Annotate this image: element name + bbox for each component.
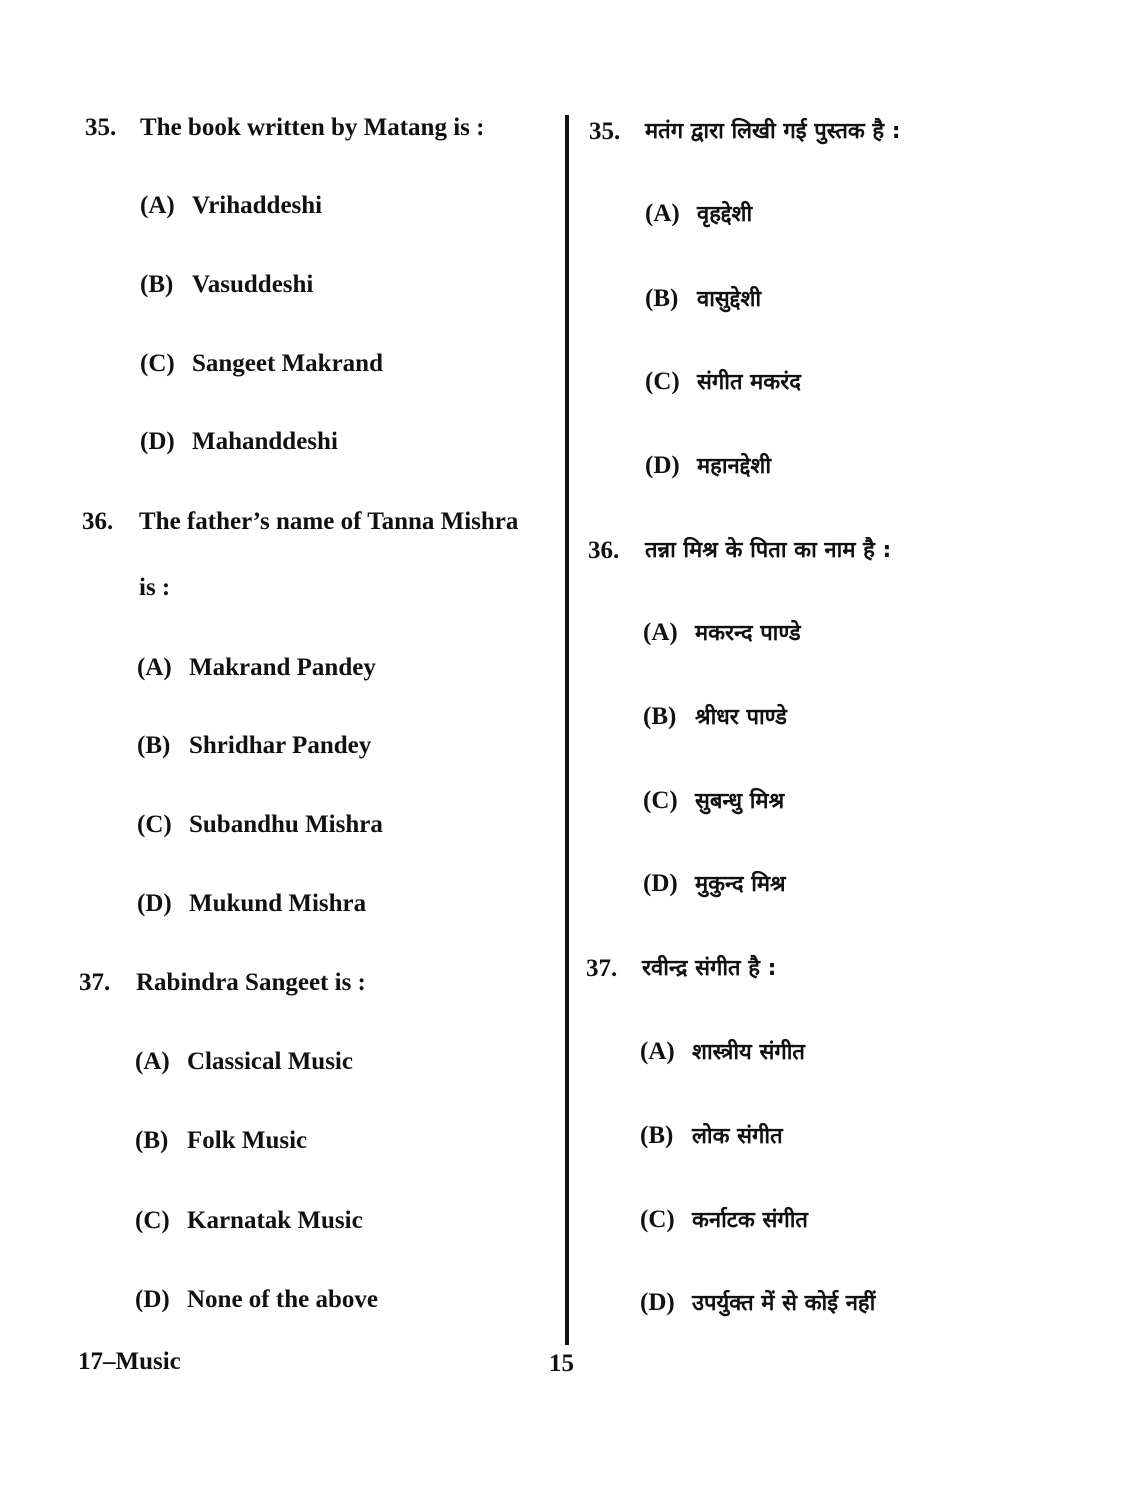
option-text: None of the above [187,1286,378,1313]
page-number: 15 [549,1350,574,1377]
option-letter: (A) [137,654,172,681]
option-d[interactable] [140,427,338,457]
question-number: 36. [82,508,114,535]
option-text: संगीत मकरंद [697,370,801,395]
option-d[interactable] [137,889,366,919]
option-letter: (D) [640,1289,675,1316]
column-divider [565,115,569,1345]
option-letter: (C) [645,368,680,395]
option-letter: (A) [643,619,678,646]
option-text: सुबन्धु मिश्र [695,789,785,814]
option-letter: (A) [135,1048,170,1075]
option-letter: (D) [645,452,680,479]
option-a[interactable] [135,1047,353,1077]
question-text: मतंग द्वारा लिखी गई पुस्तक है : [645,119,901,144]
option-c[interactable] [140,349,383,379]
option-text: वृहद्देशी [697,202,753,227]
question-text: तन्ना मिश्र के पिता का नाम है : [645,538,892,563]
option-letter: (C) [643,787,678,814]
option-text: वासुद्देशी [697,287,762,312]
option-letter: (C) [137,811,172,838]
question-number: 35. [589,118,621,145]
option-letter: (D) [643,870,678,897]
option-text: कर्नाटक संगीत [692,1208,808,1233]
option-text: Vrihaddeshi [192,192,323,219]
option-letter: (C) [640,1206,675,1233]
option-c[interactable] [645,367,801,398]
option-letter: (D) [140,428,175,455]
question-number: 37. [586,955,618,982]
option-b[interactable] [135,1126,307,1156]
option-letter: (C) [135,1207,170,1234]
question-number: 36. [588,537,620,564]
option-b[interactable] [645,284,761,315]
option-text: शास्त्रीय संगीत [692,1040,805,1065]
question-text: The father’s name of Tanna Mishra [139,508,519,535]
option-c[interactable] [137,810,383,840]
option-text: Subandhu Mishra [189,811,383,838]
option-c[interactable] [640,1205,808,1236]
option-letter: (B) [140,271,174,298]
option-text: Karnatak Music [187,1207,363,1234]
option-text: Makrand Pandey [189,654,376,681]
option-letter: (B) [640,1122,674,1149]
option-d[interactable] [643,869,786,900]
footer-subject: 17–Music [78,1348,181,1375]
option-letter: (D) [135,1286,170,1313]
option-letter: (C) [140,350,175,377]
option-a[interactable] [643,618,801,649]
option-text: मकरन्द पाण्डे [695,621,801,646]
option-a[interactable] [640,1037,805,1068]
option-text: महानद्देशी [697,454,772,479]
option-d[interactable] [640,1288,875,1319]
option-text: Folk Music [187,1127,308,1154]
option-a[interactable] [645,199,752,230]
option-d[interactable] [135,1285,378,1315]
question-text: रवीन्द्र संगीत है : [642,956,777,981]
question-text: The book written by Matang is : [140,114,485,141]
option-letter: (B) [135,1127,169,1154]
question-text: Rabindra Sangeet is : [136,969,366,996]
option-b[interactable] [640,1121,783,1152]
option-text: Classical Music [187,1048,353,1075]
option-letter: (A) [140,192,175,219]
option-a[interactable] [137,653,376,683]
option-letter: (A) [645,200,680,227]
option-a[interactable] [140,191,322,221]
option-letter: (D) [137,890,172,917]
question-number: 37. [79,969,111,996]
question-number: 35. [85,114,117,141]
option-text: Mahanddeshi [192,428,338,455]
option-letter: (B) [645,285,679,312]
option-b[interactable] [137,731,371,761]
option-c[interactable] [643,786,784,817]
option-letter: (B) [643,703,677,730]
option-b[interactable] [643,702,787,733]
option-text: श्रीधर पाण्डे [695,705,787,730]
option-d[interactable] [645,451,771,482]
option-text: Shridhar Pandey [189,732,372,759]
option-text: Vasuddeshi [192,271,314,298]
option-text: उपर्युक्त में से कोई नहीं [692,1291,876,1316]
option-b[interactable] [140,270,313,300]
option-c[interactable] [135,1206,363,1236]
question-text-continued: is : [139,574,171,601]
option-text: मुकुन्द मिश्र [695,872,786,897]
option-text: Mukund Mishra [189,890,367,917]
option-text: Sangeet Makrand [192,350,383,377]
option-text: लोक संगीत [692,1124,783,1149]
option-letter: (A) [640,1038,675,1065]
option-letter: (B) [137,732,171,759]
